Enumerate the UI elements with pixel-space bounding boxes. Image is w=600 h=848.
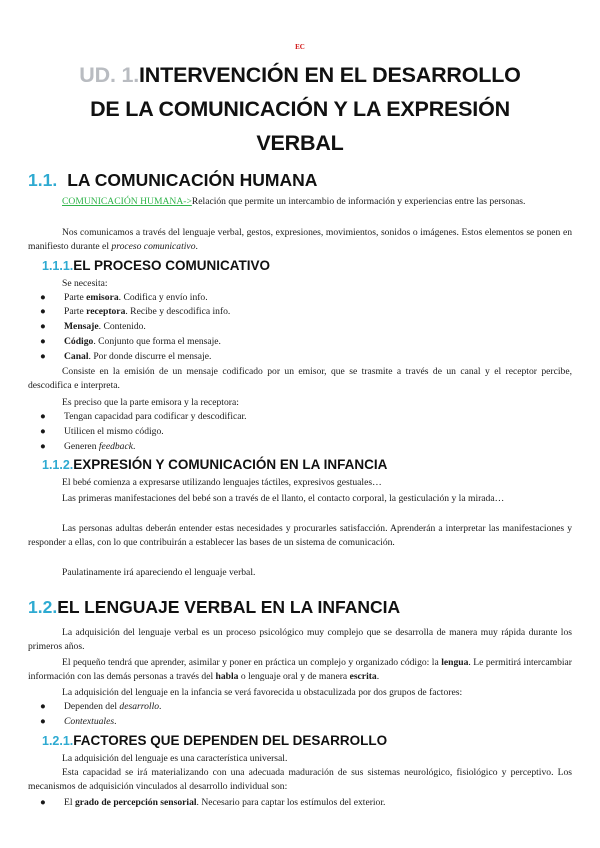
paragraph: La adquisición del lenguaje es una característica universal. xyxy=(62,753,288,764)
paragraph: Consiste en la emisión de un mensaje codificado por un emisor, que se trasmite a través de un canal y el receptor percibe, descodifica e interpreta. xyxy=(28,366,572,391)
subsection-title: FACTORES QUE DEPENDEN DEL DESARROLLO xyxy=(73,733,388,748)
paragraph: La adquisición del lenguaje verbal es un proceso psicológico muy complejo que se desarrolla de manera muy rápida durante los primeros años. xyxy=(28,627,572,652)
paragraph: Nos comunicamos a través del lenguaje verbal, gestos, expresiones, movimientos, sonidos o imágenes. Estos elementos se ponen en manifiesto durante el proceso comunicativo. xyxy=(28,227,572,252)
section-number: 1.2. xyxy=(28,597,58,617)
paragraph: Las personas adultas deberán entender estas necesidades y procurarles satisfacción. Aprenderán a interpretar las manifestaciones y responder a ellas, con lo que contribuirán a establecer las bases de un sistema de comunicación. xyxy=(28,523,572,548)
section-title: EL LENGUAJE VERBAL EN LA INFANCIA xyxy=(57,597,401,617)
unit-title-line1: INTERVENCIÓN EN EL DESARROLLO xyxy=(139,63,521,87)
paragraph: El pequeño tendrá que aprender, asimilar y poner en práctica un complejo y organizado código: la lengua. Le permitirá intercambiar información con las demás personas a través del habla o lenguaje oral y de manera escrita. xyxy=(28,657,572,682)
definition-link[interactable]: COMUNICACIÓN HUMANA-> xyxy=(62,196,192,207)
subsection-title: EL PROCESO COMUNICATIVO xyxy=(73,258,271,273)
unit-title xyxy=(28,58,572,160)
subsection-heading-1-1-2 xyxy=(42,457,387,472)
list-intro: Es preciso que la parte emisora y la receptora: xyxy=(62,397,239,408)
section-heading-1-2 xyxy=(28,597,400,618)
header-mark: EC xyxy=(295,43,305,51)
unit-title-line3: VERBAL xyxy=(256,131,344,155)
unit-title-line2: DE LA COMUNICACIÓN Y LA EXPRESIÓN xyxy=(90,97,510,121)
paragraph: Esta capacidad se irá materializando con una adecuada maduración de sus sistemas neurológico, fisiológico y perceptivo. Los mecanismos de adquisición vinculados al desarrollo individual son: xyxy=(28,767,572,792)
unit-number: UD. 1. xyxy=(79,63,140,87)
section-number: 1.1. xyxy=(28,170,58,190)
list-intro: Se necesita: xyxy=(62,278,108,289)
document-page: EC UD. 1.INTERVENCIÓN EN EL DESARROLLO DE LA COMUNICACIÓN Y LA EXPRESIÓN VERBAL 1.1. LA COMUNICACIÓN HUMANA COMUNICACIÓN HUMANA->Relación que permite un intercambio de información y experiencias entre las personas. Nos comunicamos a través del lenguaje verbal, gestos, expresiones, movimientos, sonidos o imágenes. Estos elementos se ponen en manifiesto durante el proceso comunicativo. 1.1.1.EL PROCESO COMUNICATIVO Se necesita: ● Parte emisora. Codifica y envío info. ● Parte receptora. Recibe y descodifica info. ● Mensaje. Contenido. ● Código. Conjunto que forma el mensaje. ● Canal. Por donde discurre el mensaje. Consiste en la emisión de un mensaje codificado por un emisor, que se trasmite a través de un canal y el receptor percibe, descodifica e interpreta. Es preciso que la parte emisora y la receptora: ● Tengan capacidad para codificar y descodificar. ● Utilicen el mismo código. ● Generen feedback. 1.1.2.EXPRESIÓN Y COMUNICACIÓN EN LA INFANCIA El bebé comienza a expresarse utilizando lenguajes táctiles, expresivos gestuales… Las primeras manifestaciones del bebé son a través de el llanto, el contacto corporal, la gesticulación y la mirada… Las personas adultas deberán entender estas necesidades y procurarles satisfacción. Aprenderán a interpretar las manifestaciones y responder a ellas, con lo que contribuirán a establecer las bases de un sistema de comunicación. Paulatinamente irá apareciendo el lenguaje verbal. 1.2.EL LENGUAJE VERBAL EN LA INFANCIA La adquisición del lenguaje verbal es un proceso psicológico muy complejo que se desarrolla de manera muy rápida durante los primeros años. El pequeño tendrá que aprender, asimilar y poner en práctica un complejo y organizado código: la lengua. Le permitirá intercambiar información con las demás personas a través del habla o lenguaje oral y de manera escrita. La adquisición del lenguaje en la infancia se verá favorecida u obstaculizada por dos grupos de factores: ● Dependen del desarrollo. ● Contextuales. 1.2.1.FACTORES QUE DEPENDEN DEL DESARROLLO La adquisición del lenguaje es una característica universal. Esta capacidad se irá materializando con una adecuada maduración de sus sistemas neurológico, fisiológico y perceptivo. Los mecanismos de adquisición vinculados al desarrollo individual son: ● El grado de percepción sensorial. Necesario para captar los estímulos del exterior. xyxy=(0,0,600,848)
subsection-number: 1.2.1. xyxy=(42,734,74,748)
section-heading-1-1 xyxy=(28,170,317,191)
paragraph: Las primeras manifestaciones del bebé son a través de el llanto, el contacto corporal, la gesticulación y la mirada… xyxy=(62,493,505,504)
subsection-heading-1-1-1 xyxy=(42,258,270,273)
subsection-title: EXPRESIÓN Y COMUNICACIÓN EN LA INFANCIA xyxy=(73,457,388,472)
paragraph: Paulatinamente irá apareciendo el lenguaje verbal. xyxy=(62,567,256,578)
definition-paragraph: COMUNICACIÓN HUMANA->Relación que permite un intercambio de información y experiencias entre las personas. xyxy=(62,196,526,207)
paragraph: La adquisición del lenguaje en la infancia se verá favorecida u obstaculizada por dos grupos de factores: xyxy=(62,687,463,698)
subsection-heading-1-2-1 xyxy=(42,733,387,748)
subsection-number: 1.1.2. xyxy=(42,458,74,472)
section-title: LA COMUNICACIÓN HUMANA xyxy=(67,170,318,190)
paragraph: El bebé comienza a expresarse utilizando lenguajes táctiles, expresivos gestuales… xyxy=(62,477,382,488)
subsection-number: 1.1.1. xyxy=(42,259,74,273)
